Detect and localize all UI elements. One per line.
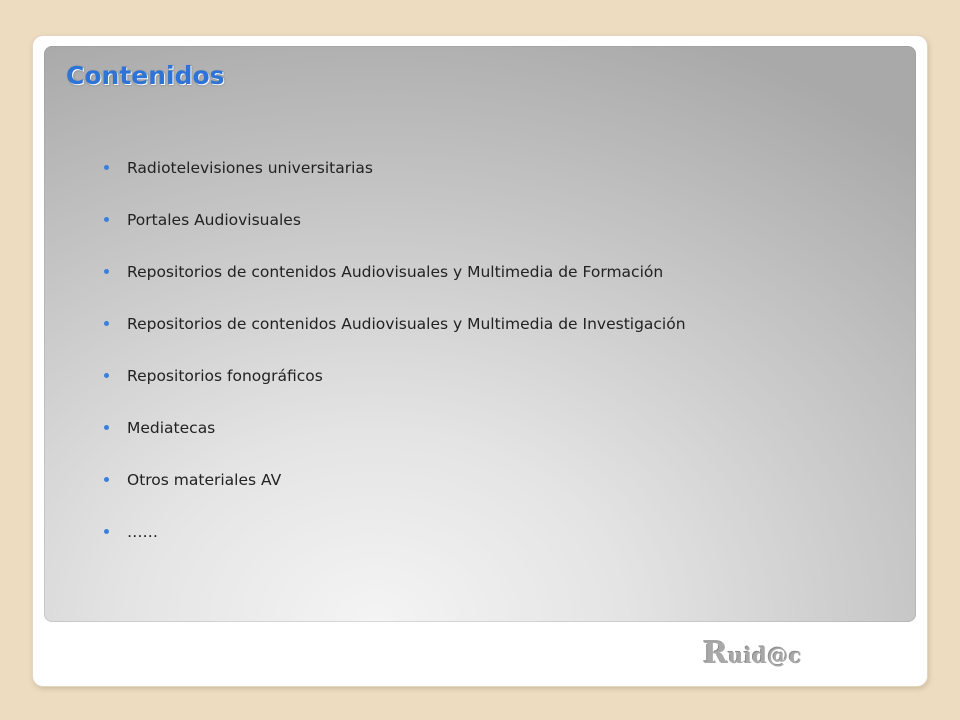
bullet-icon — [104, 165, 109, 170]
bullet-list — [103, 154, 686, 570]
list-item — [103, 414, 686, 466]
list-item-label: Repositorios de contenidos Audiovisuales y Multimedia de Formación — [127, 263, 664, 281]
bullet-icon — [104, 425, 109, 430]
logo-text: uid@c — [727, 643, 803, 668]
list-item-label: …… — [127, 523, 158, 541]
bullet-icon — [104, 217, 109, 222]
list-item — [103, 518, 686, 570]
bullet-icon — [104, 373, 109, 378]
list-item — [103, 310, 686, 362]
logo-initial: R — [703, 636, 728, 671]
list-item-label: Radiotelevisiones universitarias — [127, 159, 373, 177]
slide-title: Contenidos — [66, 61, 225, 90]
bullet-icon — [104, 529, 109, 534]
list-item — [103, 362, 686, 414]
list-item — [103, 258, 686, 310]
bullet-icon — [104, 269, 109, 274]
list-item — [103, 466, 686, 518]
list-item — [103, 154, 686, 206]
ruidac-logo — [703, 636, 802, 671]
list-item-label: Repositorios de contenidos Audiovisuales y Multimedia de Investigación — [127, 315, 686, 333]
list-item — [103, 206, 686, 258]
list-item-label: Portales Audiovisuales — [127, 211, 301, 229]
list-item-label: Mediatecas — [127, 419, 216, 437]
list-item-label: Repositorios fonográficos — [127, 367, 323, 385]
bullet-icon — [104, 477, 109, 482]
bullet-icon — [104, 321, 109, 326]
list-item-label: Otros materiales AV — [127, 471, 282, 489]
